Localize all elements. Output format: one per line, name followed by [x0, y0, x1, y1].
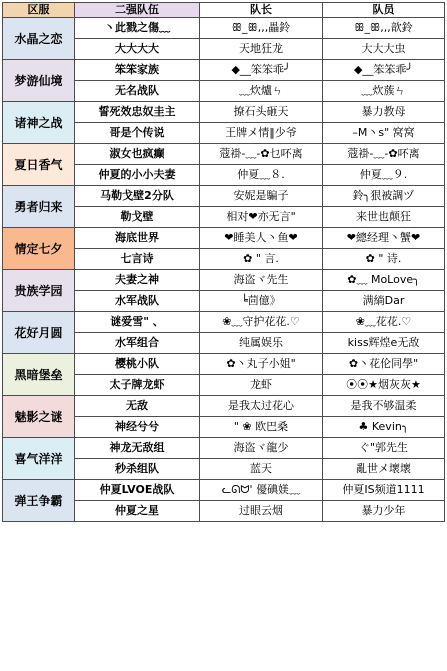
- table-row: [3, 354, 445, 375]
- captain-cell: 王牌メ情‖少爷: [200, 123, 323, 144]
- member-cell: 鈴╮狠被調ヅ: [323, 186, 445, 207]
- captain-cell: 安妮是騙子: [200, 186, 323, 207]
- member-cell: 来世也颠狂: [323, 207, 445, 228]
- member-cell: ⦿⦿★烟灰灰★: [323, 375, 445, 396]
- header-captain: 队长: [200, 3, 323, 18]
- captain-cell: 是我太过花心: [200, 396, 323, 417]
- member-cell: ❤總经理丶蟹❤: [323, 228, 445, 249]
- captain-cell: ᓚᘏᗢ' 優碘媄﹏: [200, 480, 323, 501]
- team-cell: 神龙无敌组: [75, 438, 200, 459]
- region-cell: 贵族学园: [3, 270, 75, 312]
- captain-cell: ﹏炊爐ㄣ: [200, 81, 323, 102]
- team-cell: 秒杀组队: [75, 459, 200, 480]
- captain-cell: 海盗ヾ龍少: [200, 438, 323, 459]
- team-cell: 仲夏的小小夫妻: [75, 165, 200, 186]
- region-cell: 诸神之战: [3, 102, 75, 144]
- table-row: [3, 312, 445, 333]
- team-cell: 勒戈壁: [75, 207, 200, 228]
- team-cell: 马勒戈壁2分队: [75, 186, 200, 207]
- member-cell: 蔻褂-﹏-✿吥离: [323, 144, 445, 165]
- table-row: [3, 270, 445, 291]
- captain-cell: ❀﹏守护花花.♡: [200, 312, 323, 333]
- team-cell: 哥是个传说: [75, 123, 200, 144]
- header-row: [3, 3, 445, 18]
- team-cell: 誓死效忠奴圭主: [75, 102, 200, 123]
- captain-cell: " ❀ 欧巴桑: [200, 417, 323, 438]
- captain-cell: 蔻褂-﹏-✿乜吥离: [200, 144, 323, 165]
- table-row: [3, 396, 445, 417]
- team-cell: 仲夏之星: [75, 501, 200, 522]
- table-row: [3, 186, 445, 207]
- region-cell: 梦游仙境: [3, 60, 75, 102]
- captain-cell: 纯属娱乐: [200, 333, 323, 354]
- table-row: [3, 102, 445, 123]
- header-member: 队员: [323, 3, 445, 18]
- table-row: [3, 228, 445, 249]
- captain-cell: 撩石头砸天: [200, 102, 323, 123]
- region-cell: 弹王争霸: [3, 480, 75, 522]
- team-cell: 无名战队: [75, 81, 200, 102]
- member-cell: 亂世メ壞壞: [323, 459, 445, 480]
- region-cell: 水晶之恋: [3, 18, 75, 60]
- member-cell: 暴力少年: [323, 501, 445, 522]
- member-cell: 满緔Dar: [323, 291, 445, 312]
- captain-cell: 过眼云烟: [200, 501, 323, 522]
- team-cell: 水军战队: [75, 291, 200, 312]
- team-cell: 夫妻之神: [75, 270, 200, 291]
- captain-cell: 天地狂龙: [200, 39, 323, 60]
- header-team: 二强队伍: [75, 3, 200, 18]
- member-cell: ✿丶花伦同學": [323, 354, 445, 375]
- captain-cell: 海盗ヾ先生: [200, 270, 323, 291]
- table-row: [3, 480, 445, 501]
- team-cell: 仲夏LVOE战队: [75, 480, 200, 501]
- captain-cell: 蓝天: [200, 459, 323, 480]
- member-cell: ﹏炊蔟ㄣ: [323, 81, 445, 102]
- member-cell: –M丶s" 窝窝: [323, 123, 445, 144]
- member-cell: 大大大虫: [323, 39, 445, 60]
- captain-cell: ❤睡美人丶鱼❤: [200, 228, 323, 249]
- team-cell: 神经兮兮: [75, 417, 200, 438]
- team-cell: 七言诗: [75, 249, 200, 270]
- captain-cell: ╘茴億》: [200, 291, 323, 312]
- captain-cell: 仲夏﹏８.: [200, 165, 323, 186]
- captain-cell: ꕥ_ꕥ,,,畾鈴: [200, 18, 323, 39]
- table-row: [3, 60, 445, 81]
- captain-cell: ✿ " 言.: [200, 249, 323, 270]
- region-cell: 勇者归来: [3, 186, 75, 228]
- team-cell: 笨笨家族: [75, 60, 200, 81]
- team-cell: 樱桃小队: [75, 354, 200, 375]
- member-cell: 暴力教母: [323, 102, 445, 123]
- member-cell: kiss辉煌e无敌: [323, 333, 445, 354]
- region-cell: 喜气洋洋: [3, 438, 75, 480]
- team-cell: 太子牌龙虾: [75, 375, 200, 396]
- member-cell: 仲夏IS频道1111: [323, 480, 445, 501]
- captain-cell: ◆__笨笨乖╯: [200, 60, 323, 81]
- team-cell: 水军组合: [75, 333, 200, 354]
- team-cell: 谜爱雪" 、: [75, 312, 200, 333]
- member-cell: ❀﹏花花.♡: [323, 312, 445, 333]
- member-cell: ぐ"郭先生: [323, 438, 445, 459]
- table-row: [3, 18, 445, 39]
- member-cell: ♣ Kevin╮: [323, 417, 445, 438]
- captain-cell: ✿丶丸子小姐": [200, 354, 323, 375]
- member-cell: ✿ " 诗.: [323, 249, 445, 270]
- member-cell: 仲夏﹏９.: [323, 165, 445, 186]
- table-row: [3, 438, 445, 459]
- captain-cell: 相对❤亦无言": [200, 207, 323, 228]
- team-roster-table: [2, 2, 445, 522]
- team-cell: 淑女也疯癫: [75, 144, 200, 165]
- region-cell: 情定七夕: [3, 228, 75, 270]
- region-cell: 夏日香气: [3, 144, 75, 186]
- member-cell: ꕥ_ꕥ,,,歆鈴: [323, 18, 445, 39]
- captain-cell: 龙虾: [200, 375, 323, 396]
- team-cell: 大大大大: [75, 39, 200, 60]
- member-cell: ◆__笨笨乖╯: [323, 60, 445, 81]
- roster-body: [3, 18, 445, 522]
- team-cell: 无敌: [75, 396, 200, 417]
- table-row: [3, 144, 445, 165]
- member-cell: 是我不够温柔: [323, 396, 445, 417]
- region-cell: 魅影之谜: [3, 396, 75, 438]
- region-cell: 花好月圆: [3, 312, 75, 354]
- member-cell: ✿﹏ MoLove╮: [323, 270, 445, 291]
- team-cell: 海底世界: [75, 228, 200, 249]
- team-cell: 丶此戮之傷﹏: [75, 18, 200, 39]
- region-cell: 黑暗堡垒: [3, 354, 75, 396]
- header-region: 区服: [3, 3, 75, 18]
